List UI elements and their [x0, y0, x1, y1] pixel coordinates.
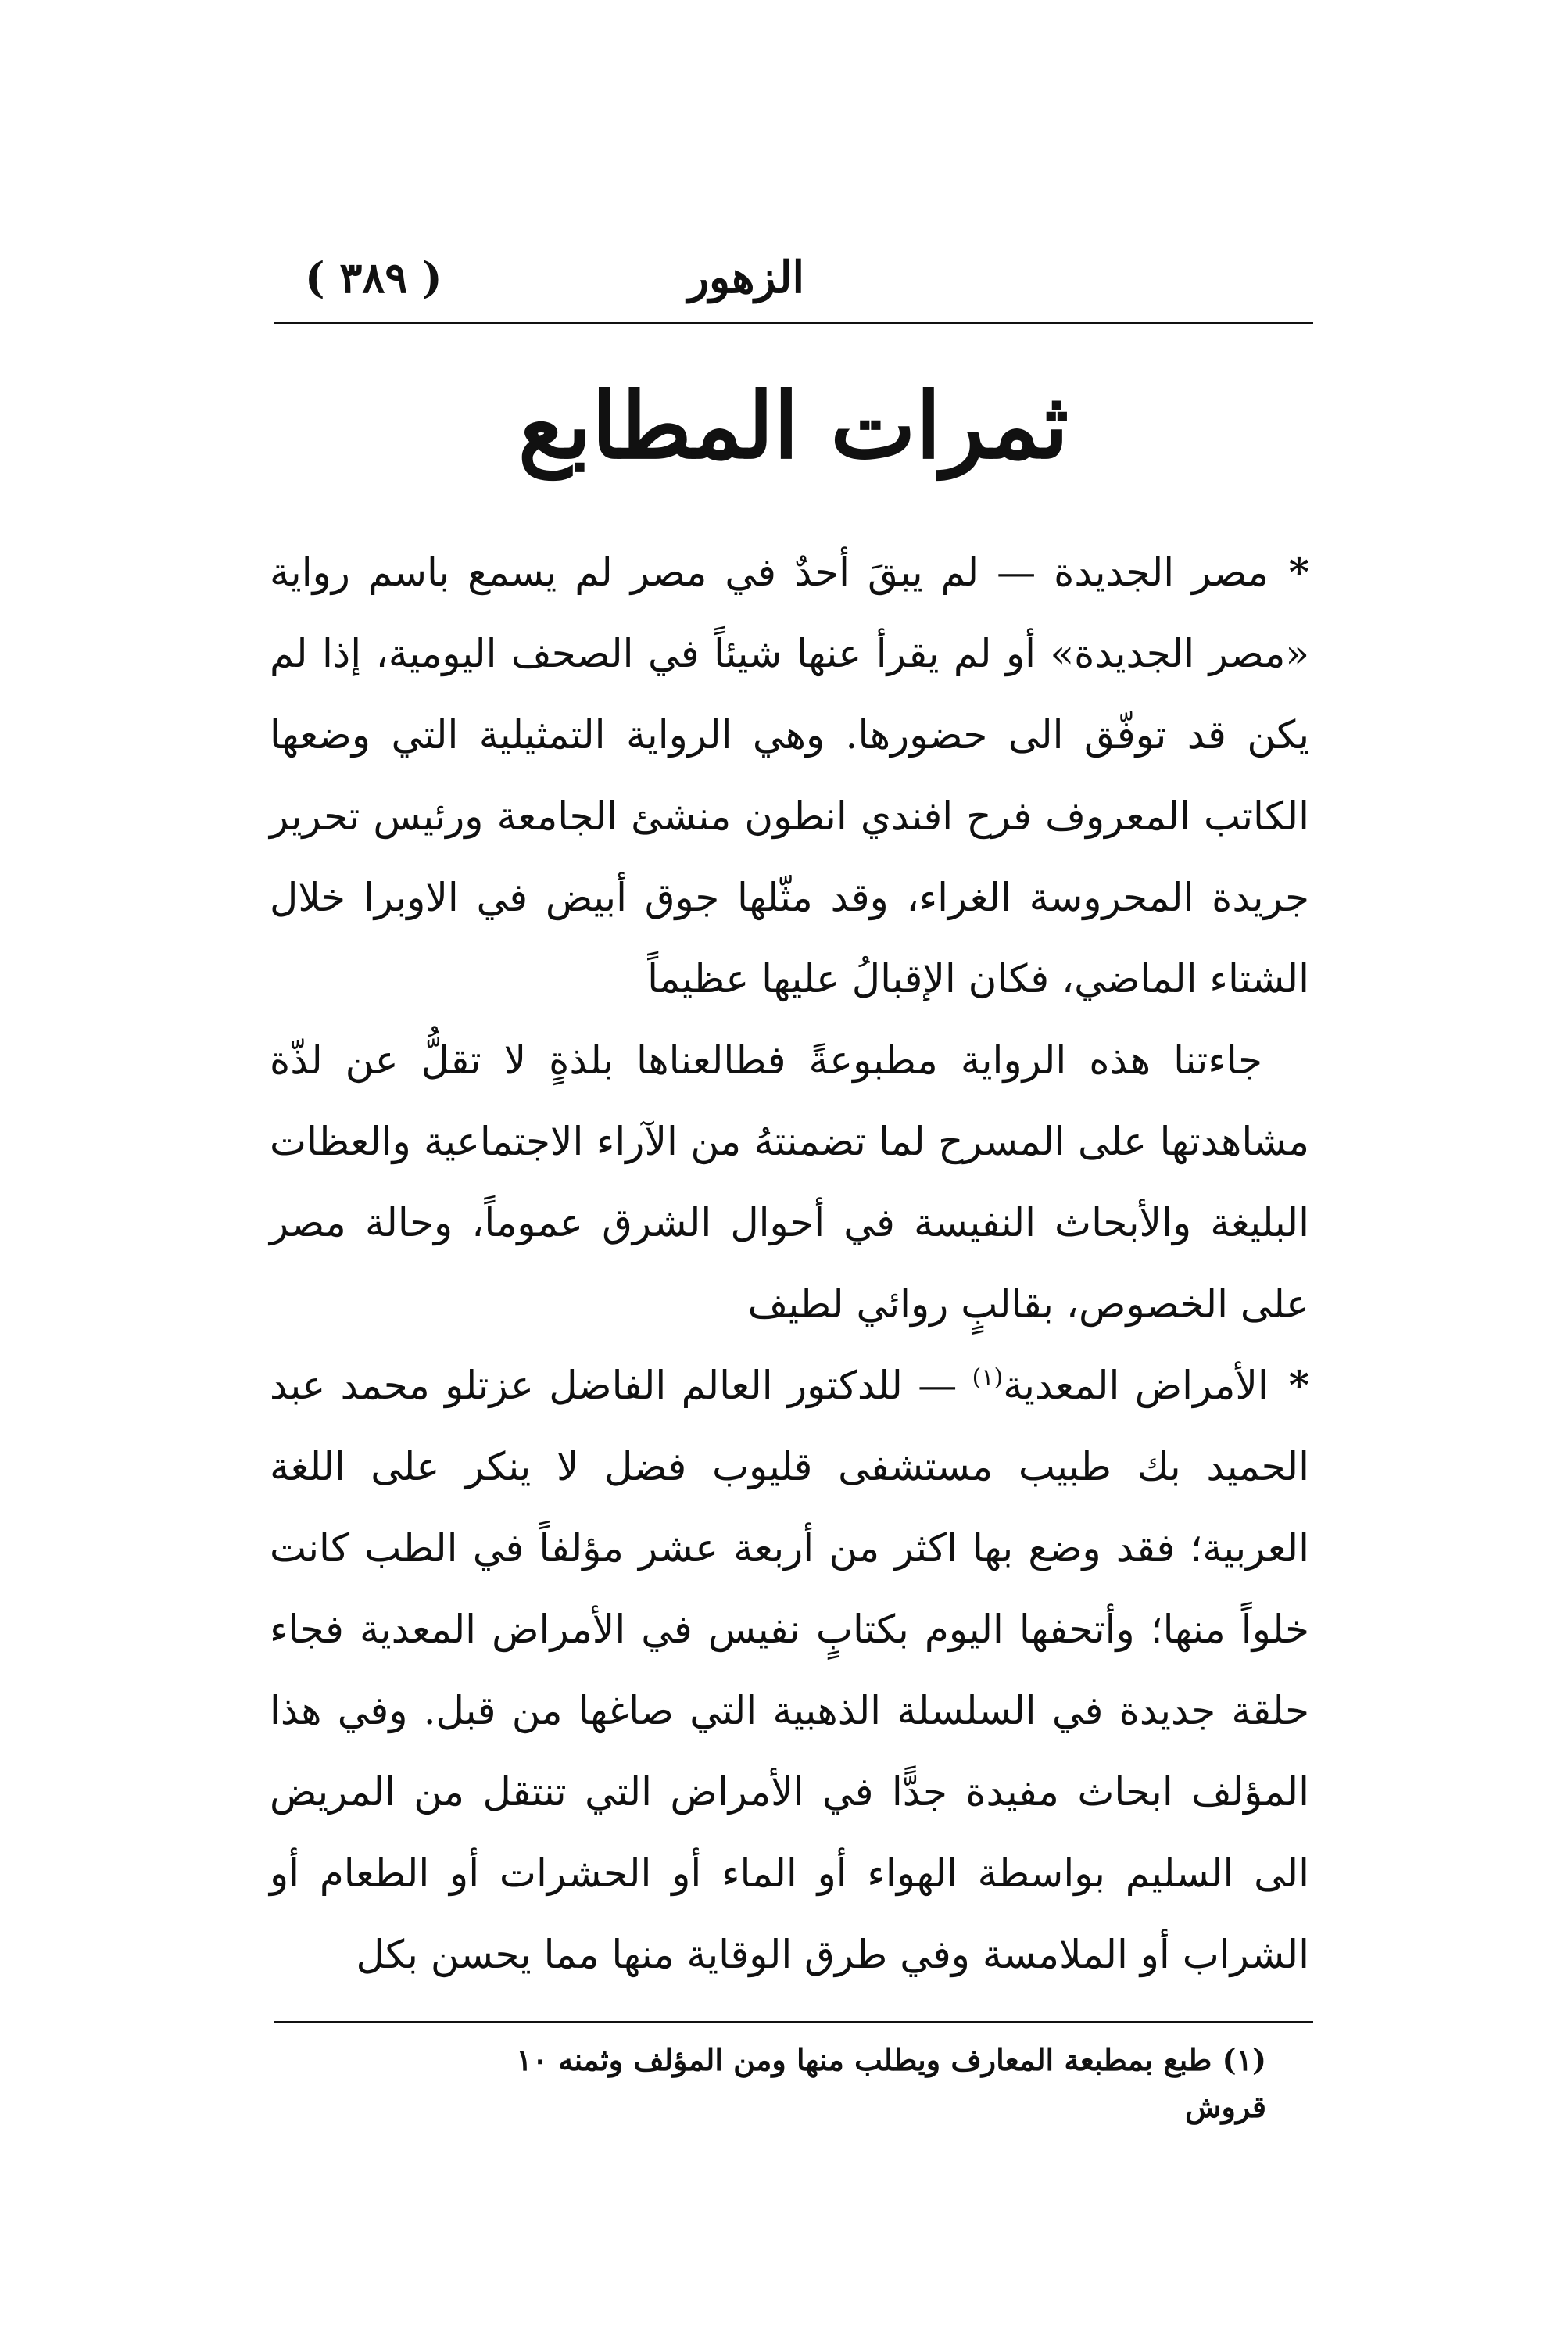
- paragraph-text: — للدكتور العالم الفاضل عزتلو محمد عبد الحميد بك طبيب مستشفى قليوب فضل لا ينكر على اللغة العربية؛ فقد وضع بها اكثر من أربعة عشر مؤلفاً في الطب كانت خلواً منها؛ وأتحفها اليوم بكتابٍ نفيس في الأمراض المعدية فجاء حلقة جديدة في السلسلة الذهبية التي صاغها من قبل. وفي هذا المؤلف ابحاث مفيدة جدًّا في الأمراض التي تنتقل من المريض الى السليم بواسطة الهواء أو الماء أو الحشرات أو الطعام أو الشراب أو الملامسة وفي طرق الوقاية منها مما يحسن بكل: [270, 1363, 1309, 1977]
- footnote-divider: [274, 2021, 1313, 2023]
- paragraph-text: جاءتنا هذه الرواية مطبوعةً فطالعناها بلذةٍ لا تقلُّ عن لذّة مشاهدتها على المسرح لما تضمنتهُ من الآراء الاجتماعية والعظات البليغة والأبحاث النفيسة في أحوال الشرق عموماً، وحالة مصر على الخصوص، بقالبٍ روائي لطيف: [270, 1037, 1309, 1327]
- footnote: (١) طبع بمطبعة المعارف ويطلب منها ومن المؤلف وثمنه ١٠ قروش: [516, 2042, 1266, 2124]
- bullet-marker: *: [1288, 1362, 1309, 1408]
- footnote-reference: (١): [972, 1363, 1004, 1392]
- page-header: [274, 246, 1313, 317]
- paragraph-review: [270, 1019, 1309, 1345]
- header-divider: [274, 322, 1313, 324]
- bullet-marker: *: [1288, 549, 1309, 595]
- paragraph-new-egypt: [270, 532, 1309, 1019]
- running-title: الزهور: [688, 252, 805, 303]
- paragraph-text: مصر الجديدة — لم يبقَ أحدٌ في مصر لم يسمع باسم رواية «مصر الجديدة» أو لم يقرأ عنها شيئاً في الصحف اليومية، إذا لم يكن قد توفّق الى حضورها. وهي الرواية التمثيلية التي وضعها الكاتب المعروف فرح افندي انطون منشئ الجامعة ورئيس تحرير جريدة المحروسة الغراء، وقد مثّلها جوق أبيض في الاوبرا خلال الشتاء الماضي، فكان الإقبالُ عليها عظيماً: [270, 550, 1309, 1001]
- paragraph-infectious-diseases: [270, 1345, 1309, 1995]
- article-body: [270, 532, 1309, 1995]
- section-title: ثمرات المطابع: [517, 373, 1069, 479]
- page-number: ( ٣٨٩ ): [305, 253, 442, 303]
- book-title: الأمراض المعدية: [1003, 1363, 1269, 1408]
